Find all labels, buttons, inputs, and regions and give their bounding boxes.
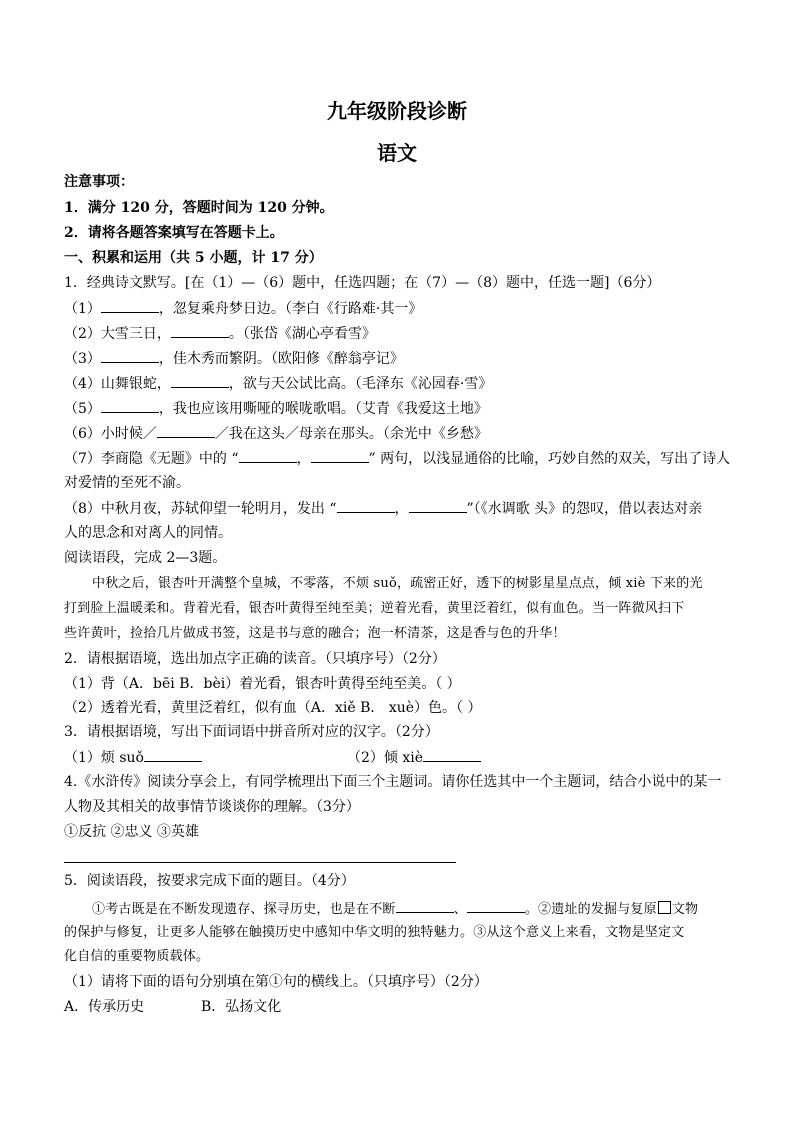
note-item: 2．请将各题答案填写在答题卡上。 <box>64 225 284 241</box>
answer-blank[interactable] <box>409 499 467 513</box>
answer-blank[interactable] <box>423 748 481 762</box>
answer-box[interactable] <box>658 901 671 914</box>
text: （5） <box>64 401 101 417</box>
answer-blank[interactable] <box>396 899 454 913</box>
answer-blank[interactable] <box>467 899 525 913</box>
text: ，佳木秀而繁阴。（欧阳修《醉翁亭记》 <box>158 351 404 367</box>
q3-item-1 <box>64 748 202 767</box>
q5-passage-line <box>92 899 698 919</box>
q5-passage-line: 化自信的重要物质载体。 <box>64 949 210 964</box>
text: ” 两句，以浅显通俗的比喻，巧妙自然的双关，写出了诗人 <box>368 451 731 467</box>
q1-item-7-cont: 对爱情的至死不渝。 <box>64 475 190 491</box>
q2-option-2: （2）透着光看，黄里泛着红，似有血（A．xiě B． xuè）色。（ ） <box>64 700 482 716</box>
text: （8）中秋月夜，苏轼仰望一轮明月，发出 “ <box>64 501 337 517</box>
text: （2）倾 xiè <box>347 750 424 766</box>
text: ， <box>394 501 409 517</box>
text: ，欲与天公试比高。（毛泽东《沁园春·雪》 <box>228 376 493 392</box>
section-heading: 一、积累和运用（共 5 小题，计 17 分） <box>64 250 323 266</box>
text: ，忽复乘舟梦日边。（李白《行路难·其一》 <box>158 301 423 317</box>
q5-sub-question: （1）请将下面的语句分别填在第①句的横线上。（只填序号）（2分） <box>64 974 488 990</box>
text: ①考古既是在不断发现遗存、探寻历史，也是在不断 <box>92 902 396 917</box>
text: （3） <box>64 351 101 367</box>
q5-passage-line: 的保护与修复，让更多人能够在触摸历史中感知中华文明的独特魅力。③从这个意义上来看，文物是坚定文 <box>64 925 685 940</box>
text: （1） <box>64 301 101 317</box>
passage-line: 中秋之后，银杏叶开满整个皇城，不零落，不烦 suǒ，疏密正好，透下的树影星星点点，倾 xiè 下来的光 <box>92 576 703 591</box>
answer-blank[interactable] <box>171 374 229 388</box>
answer-blank[interactable] <box>157 424 215 438</box>
answer-blank[interactable] <box>337 499 395 513</box>
text: 、 <box>453 902 467 917</box>
text: 。②遗址的发掘与复原 <box>524 902 657 917</box>
passage-line: 些许黄叶，捡拾几片做成书签，这是书与意的融合；泡一杯清茶，这是香与色的升华！ <box>64 626 566 641</box>
answer-blank[interactable] <box>101 399 159 413</box>
q1-item-5 <box>64 399 488 418</box>
question-3-stem: 3．请根据语境，写出下面词语中拼音所对应的汉字。（2分） <box>64 724 439 740</box>
subject-title: 语文 <box>377 141 417 165</box>
q1-item-7 <box>64 449 730 468</box>
text: ，我也应该用嘶哑的喉咙歌唱。（艾青《我爱这土地》 <box>158 401 488 417</box>
text: （7）李商隐《无题》中的 “ <box>64 451 239 467</box>
text: ”（《水调歌 头》的怨叹，借以表达对亲 <box>466 501 703 517</box>
answer-blank[interactable] <box>101 299 159 313</box>
q5-choice-b: B．弘扬文化 <box>201 999 282 1015</box>
text: （4）山舞银蛇， <box>64 376 171 392</box>
question-4-line: 人物及其相关的故事情节谈谈你的理解。（3分） <box>64 799 360 815</box>
text: ， <box>296 451 311 467</box>
text: （6）小时候／ <box>64 426 157 442</box>
question-4-line: 4.《水浒传》阅读分享会上，有同学梳理出下面三个主题词。请你任选其中一个主题词，结合小说中的某一 <box>64 774 722 790</box>
text: 。（张岱《湖心亭看雪》 <box>228 326 376 342</box>
q1-item-8 <box>64 499 702 518</box>
q2-option-1: （1）背（A．bēi B．bèi）着光看，银杏叶黄得至纯至美。（ ） <box>64 676 461 692</box>
q1-item-1 <box>64 299 422 318</box>
answer-line[interactable] <box>64 862 456 863</box>
q1-item-8-cont: 人的思念和对离人的同情。 <box>64 525 232 541</box>
text: （2）大雪三日， <box>64 326 171 342</box>
q1-item-2 <box>64 324 376 343</box>
text: ／我在这头／母亲在那头。（余光中《乡愁》 <box>214 426 488 442</box>
note-item: 1．满分 120 分，答题时间为 120 分钟。 <box>64 200 334 216</box>
q1-item-4 <box>64 374 492 393</box>
text: 文物 <box>671 902 699 917</box>
notes-heading: 注意事项： <box>64 174 134 190</box>
answer-blank[interactable] <box>171 324 229 338</box>
q4-options: ①反抗 ②忠义 ③英雄 <box>64 824 199 840</box>
exam-title: 九年级阶段诊断 <box>327 99 467 123</box>
q5-choice-a: A．传承历史 <box>64 999 145 1015</box>
question-5-stem: 5．阅读语段，按要求完成下面的题目。（4分） <box>64 873 355 889</box>
passage-line: 打到脸上温暖柔和。背着光看，银杏叶黄得至纯至美；逆着光看，黄里泛着红，似有血色。当一阵微风扫下 <box>64 601 685 616</box>
answer-blank[interactable] <box>311 449 369 463</box>
answer-blank[interactable] <box>144 748 202 762</box>
q3-item-2 <box>347 748 481 767</box>
q1-item-3 <box>64 349 404 368</box>
question-2-stem: 2．请根据语境，选出加点字正确的读音。（只填序号）（2分） <box>64 651 446 667</box>
question-1-stem: 1．经典诗文默写。[在（1）—（6）题中，任选四题；在（7）—（8）题中，任选一题]（6分） <box>64 275 661 291</box>
text: （1）烦 suǒ <box>64 750 144 766</box>
q1-item-6 <box>64 424 488 443</box>
passage-intro: 阅读语段，完成 2—3题。 <box>64 550 227 566</box>
answer-blank[interactable] <box>239 449 297 463</box>
answer-blank[interactable] <box>101 349 159 363</box>
